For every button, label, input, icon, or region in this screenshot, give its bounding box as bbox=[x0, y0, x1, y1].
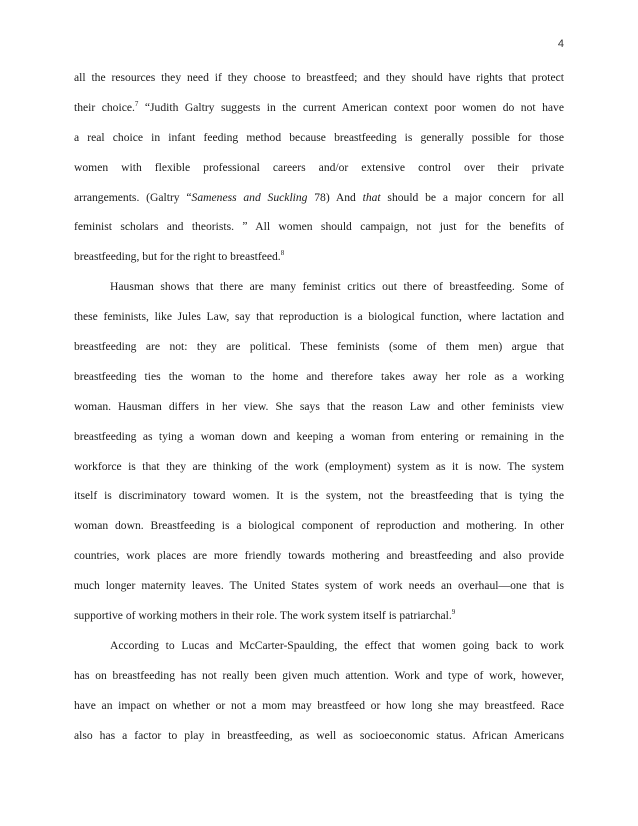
text-line: woman. Hausman differs in her view. She says that the reason Law and other feminists view bbox=[74, 399, 564, 413]
text-line: woman down. Breastfeeding is a biological component of reproduction and mothering. In other bbox=[74, 519, 564, 533]
text-line: feminist scholars and theorists. ˮ All women should campaign, not just for the benefits of bbox=[74, 220, 564, 234]
text-fragment: supportive of working mothers in their role. The work system itself is patriarchal. bbox=[74, 609, 452, 623]
text-line: much longer maternity leaves. The United States system of work needs an overhaul—one that is bbox=[74, 579, 564, 593]
text-line: According to Lucas and McCarter-Spaulding, the effect that women going back to work bbox=[110, 638, 564, 652]
footnote-ref: 7 bbox=[134, 99, 139, 108]
text-line: Hausman shows that there are many feminist critics out there of breastfeeding. Some of bbox=[110, 280, 564, 294]
text-line: countries, work places are more friendly towards mothering and breastfeeding and also provide bbox=[74, 549, 564, 563]
text-line: also has a factor to play in breastfeeding, as well as socioeconomic status. African Americans bbox=[74, 728, 564, 742]
italic-title: Sameness and Suckling bbox=[191, 190, 308, 204]
text-line bbox=[74, 242, 564, 272]
text-line: breastfeeding are not: they are political. These feminists (some of them men) argue that bbox=[74, 340, 564, 354]
footnote-ref: 8 bbox=[280, 249, 285, 258]
text-line bbox=[74, 601, 564, 631]
text-line: women with flexible professional careers and/or extensive control over their private bbox=[74, 160, 564, 174]
text-line: have an impact on whether or not a mom may breastfeed or how long she may breastfeed. Race bbox=[74, 698, 564, 712]
page-number: 4 bbox=[557, 38, 564, 50]
text-line: these feminists, like Jules Law, say that reproduction is a biological function, where lactation and bbox=[74, 310, 564, 324]
text-line: itself is discriminatory toward women. It is the system, not the breastfeeding that is tying the bbox=[74, 489, 564, 503]
text-line bbox=[74, 183, 564, 213]
text-line: breastfeeding as tying a woman down and keeping a woman from entering or remaining in the bbox=[74, 429, 564, 443]
text-fragment: breastfeeding, but for the right to breastfeed. bbox=[74, 250, 281, 264]
text-line: all the resources they need if they choose to breastfeed; and they should have rights that protect bbox=[74, 71, 564, 84]
text-fragment: should be a major concern for all bbox=[380, 190, 564, 204]
text-fragment: 78) And bbox=[307, 190, 363, 204]
text-line: a real choice in infant feeding method because breastfeeding is generally possible for those bbox=[74, 130, 564, 144]
body-text bbox=[74, 63, 564, 750]
text-line: breastfeeding ties the woman to the home and therefore takes away her role as a working bbox=[74, 369, 564, 383]
text-fragment: their choice. bbox=[74, 100, 135, 114]
text-line: has on breastfeeding has not really been given much attention. Work and type of work, however, bbox=[74, 668, 564, 682]
text-line: workforce is that they are thinking of the work (employment) system as it is now. The system bbox=[74, 459, 564, 473]
text-line bbox=[74, 93, 564, 123]
text-fragment: arrangements. (Galtry “ bbox=[74, 190, 192, 204]
italic-word: that bbox=[362, 190, 381, 204]
text-fragment: “Judith Galtry suggests in the current American context poor women do not have bbox=[138, 100, 564, 114]
footnote-ref: 9 bbox=[451, 608, 456, 617]
